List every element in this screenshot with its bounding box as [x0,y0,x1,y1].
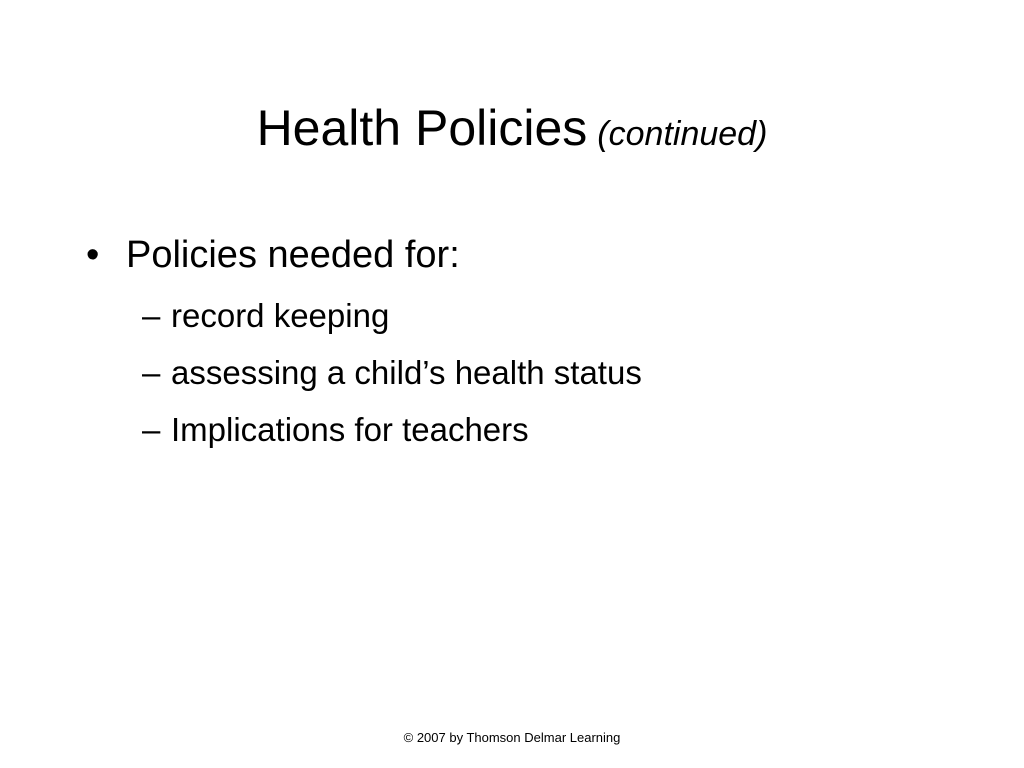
dash-marker: – [142,411,161,448]
main-bullet [86,233,460,279]
sub-item-text: Implications for teachers [171,411,529,448]
main-bullet-text: Policies needed for: [126,234,460,276]
dash-marker: – [142,354,161,391]
list-item [142,410,642,467]
bullet-marker: • [86,234,100,276]
sub-item-text: assessing a child’s health status [171,354,642,391]
slide-title [0,100,1024,156]
title-subtitle: (continued) [597,115,768,153]
list-item [142,296,642,353]
sub-item-text: record keeping [171,297,390,334]
list-item [142,353,642,410]
dash-marker: – [142,297,161,334]
copyright-footer: © 2007 by Thomson Delmar Learning [403,730,621,745]
sub-bullet-list [142,296,642,467]
title-text: Health Policies [256,100,588,156]
